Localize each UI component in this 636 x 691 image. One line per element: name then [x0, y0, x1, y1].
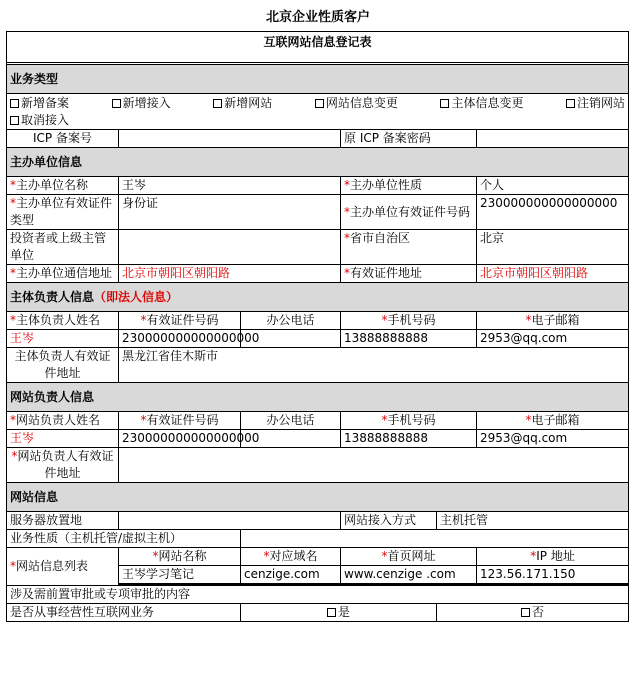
manager-name-header: *网站负责人姓名	[7, 412, 119, 430]
site-list-header-row	[7, 548, 629, 566]
checkbox-box-icon	[213, 99, 222, 108]
manager-office-phone-header: 办公电话	[241, 412, 341, 430]
section-title-principal: 主体负责人信息（即法人信息）	[7, 283, 629, 312]
biz-nature-field[interactable]	[241, 530, 629, 548]
manager-cert-addr-field[interactable]	[119, 448, 629, 483]
registration-form-table	[6, 31, 629, 622]
manager-mobile-field[interactable]: 13888888888	[341, 430, 477, 448]
manager-cert-addr-label: *网站负责人有效证件地址	[7, 448, 119, 483]
icp-row	[7, 130, 629, 148]
principal-header-row	[7, 312, 629, 330]
principal-cert-field[interactable]: 230000000000000000	[119, 330, 241, 348]
icp-password-field[interactable]	[477, 130, 629, 148]
checkbox-entity-change[interactable]: 主体信息变更	[440, 95, 523, 112]
form-title: 互联网站信息登记表	[7, 32, 629, 63]
host-cert-no-label: *主办单位有效证件号码	[341, 195, 477, 230]
host-name-row	[7, 177, 629, 195]
page-title: 北京企业性质客户	[265, 10, 370, 25]
access-method-field[interactable]: 主机托管	[437, 512, 629, 530]
checkbox-new-access[interactable]: 新增接入	[112, 95, 171, 112]
manager-mobile-header: *手机号码	[341, 412, 477, 430]
host-name-label: *主办单位名称	[7, 177, 119, 195]
section-title-business-type: 业务类型	[7, 65, 629, 94]
form-title-row	[7, 32, 629, 63]
principal-email-header: *电子邮箱	[477, 312, 629, 330]
host-address-label: *主办单位通信地址	[7, 265, 119, 283]
checkbox-box-icon	[566, 99, 575, 108]
biz-nature-label: 业务性质（主机托管/虚拟主机）	[7, 530, 241, 548]
principal-name-header: *主体负责人姓名	[7, 312, 119, 330]
operational-yes-option[interactable]: 是	[241, 604, 437, 622]
principal-cert-addr-row	[7, 348, 629, 383]
section-title-web-manager: 网站负责人信息	[7, 383, 629, 412]
manager-data-row	[7, 430, 629, 448]
host-cert-row	[7, 195, 629, 230]
checkbox-cancel-access[interactable]: 取消接入	[10, 112, 69, 129]
host-cert-type-field[interactable]: 身份证	[119, 195, 341, 230]
host-cert-addr-label: *有效证件地址	[341, 265, 477, 283]
host-address-field[interactable]: 北京市朝阳区朝阳路	[119, 265, 341, 283]
principal-cert-addr-field[interactable]: 黑龙江省佳木斯市	[119, 348, 629, 383]
site-ip-field[interactable]: 123.56.171.150	[477, 566, 629, 584]
principal-cert-header: *有效证件号码	[119, 312, 241, 330]
operational-row	[7, 604, 629, 622]
manager-email-header: *电子邮箱	[477, 412, 629, 430]
host-nature-label: *主办单位性质	[341, 177, 477, 195]
section-host-unit	[7, 148, 629, 177]
checkbox-new-filing[interactable]: 新增备案	[10, 95, 69, 112]
section-principal	[7, 283, 629, 312]
checkbox-box-icon	[10, 99, 19, 108]
icp-number-field[interactable]	[119, 130, 341, 148]
principal-office-phone-header: 办公电话	[241, 312, 341, 330]
site-homepage-field[interactable]: www.cenzige .com	[341, 566, 477, 584]
host-cert-addr-field[interactable]: 北京市朝阳区朝阳路	[477, 265, 629, 283]
manager-cert-field[interactable]: 230000000000000000	[119, 430, 241, 448]
checkbox-new-website[interactable]: 新增网站	[213, 95, 272, 112]
host-name-field[interactable]: 王岑	[119, 177, 341, 195]
icp-number-label: ICP 备案号	[7, 130, 119, 148]
host-cert-type-label: *主办单位有效证件类型	[7, 195, 119, 230]
principal-cert-addr-label: 主体负责人有效证件地址	[7, 348, 119, 383]
principal-data-row	[7, 330, 629, 348]
checkbox-box-icon	[327, 608, 336, 617]
business-options-row	[7, 94, 629, 130]
site-name-header: *网站名称	[119, 548, 241, 566]
site-list-label: *网站信息列表	[7, 548, 119, 586]
biz-nature-row	[7, 530, 629, 548]
section-title-website: 网站信息	[7, 483, 629, 512]
investor-label: 投资者或上级主管单位	[7, 230, 119, 265]
checkbox-box-icon	[112, 99, 121, 108]
pre-approval-label: 涉及需前置审批或专项审批的内容	[7, 586, 629, 604]
server-location-label: 服务器放置地	[7, 512, 119, 530]
province-field[interactable]: 北京	[477, 230, 629, 265]
server-location-field[interactable]	[119, 512, 341, 530]
operational-label: 是否从事经营性互联网业务	[7, 604, 241, 622]
manager-cert-addr-row	[7, 448, 629, 483]
host-address-row	[7, 265, 629, 283]
checkbox-box-icon	[521, 608, 530, 617]
host-investor-row	[7, 230, 629, 265]
manager-email-field[interactable]: 2953@qq.com	[477, 430, 629, 448]
manager-cert-header: *有效证件号码	[119, 412, 241, 430]
section-website	[7, 483, 629, 512]
access-method-label: 网站接入方式	[341, 512, 437, 530]
investor-field[interactable]	[119, 230, 341, 265]
principal-email-field[interactable]: 2953@qq.com	[477, 330, 629, 348]
checkbox-box-icon	[315, 99, 324, 108]
checkbox-cancel-website[interactable]: 注销网站	[566, 95, 625, 112]
section-title-host-unit: 主办单位信息	[7, 148, 629, 177]
checkbox-website-change[interactable]: 网站信息变更	[315, 95, 398, 112]
site-domain-field[interactable]: cenzige.com	[241, 566, 341, 584]
principal-mobile-field[interactable]: 13888888888	[341, 330, 477, 348]
host-cert-no-field[interactable]: 230000000000000000	[477, 195, 629, 230]
section-web-manager	[7, 383, 629, 412]
checkbox-box-icon	[10, 116, 19, 125]
server-row	[7, 512, 629, 530]
host-nature-field[interactable]: 个人	[477, 177, 629, 195]
site-name-field[interactable]: 王岑学习笔记	[119, 566, 241, 584]
manager-header-row	[7, 412, 629, 430]
site-ip-header: *IP 地址	[477, 548, 629, 566]
icp-password-label: 原 ICP 备案密码	[341, 130, 477, 148]
pre-approval-row	[7, 586, 629, 604]
checkbox-box-icon	[440, 99, 449, 108]
section-business-type	[7, 65, 629, 94]
site-homepage-header: *首页网址	[341, 548, 477, 566]
principal-name-field[interactable]: 王岑	[7, 330, 119, 348]
principal-mobile-header: *手机号码	[341, 312, 477, 330]
province-label: *省市自治区	[341, 230, 477, 265]
manager-name-field[interactable]: 王岑	[7, 430, 119, 448]
site-domain-header: *对应域名	[241, 548, 341, 566]
operational-no-option[interactable]: 否	[437, 604, 629, 622]
